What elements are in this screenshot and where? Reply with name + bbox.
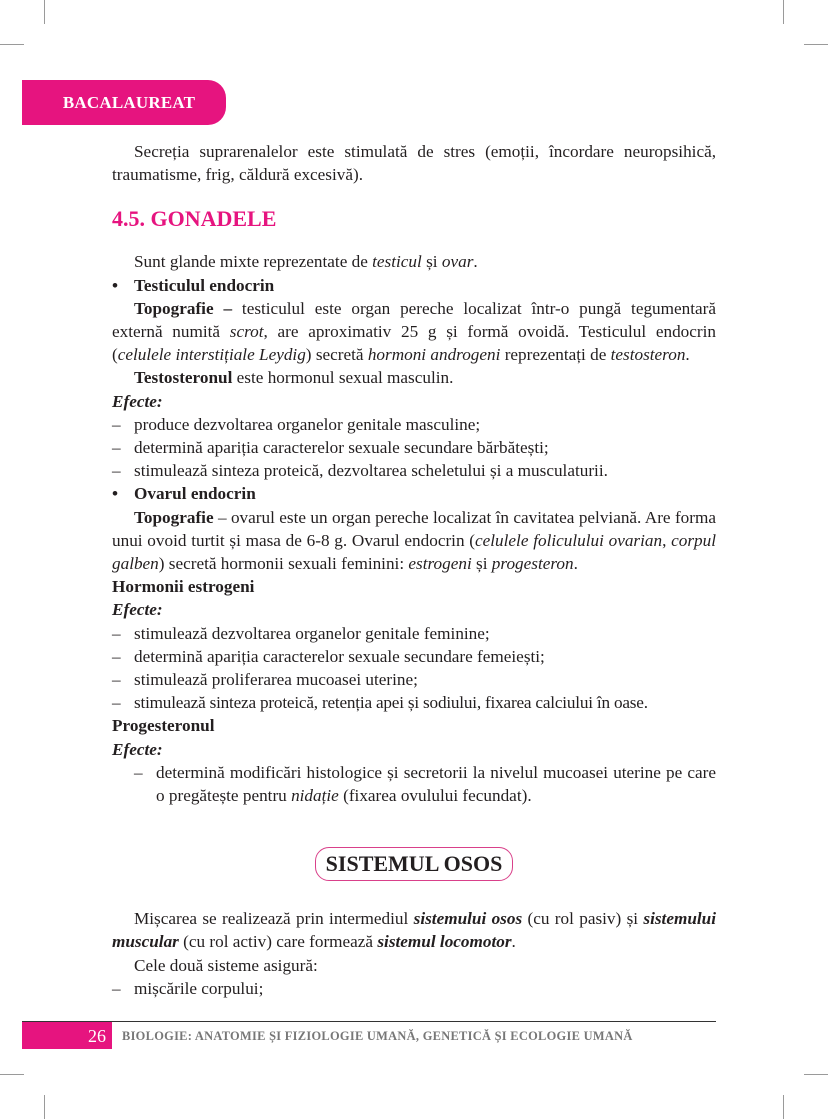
list-item: – determină apariția caracterelor sexuale secundare femeiești; xyxy=(112,646,545,666)
crop-mark xyxy=(783,1095,784,1119)
effects-label: Efecte: xyxy=(112,391,163,411)
list-item: – mișcările corpului; xyxy=(112,978,264,998)
crop-mark xyxy=(44,1095,45,1119)
crop-mark xyxy=(804,1074,828,1075)
effects-label: Efecte: xyxy=(112,739,163,759)
crop-mark xyxy=(783,0,784,24)
gonads-intro: Sunt glande mixte reprezentate de testicul și ovar. xyxy=(134,252,478,272)
crop-mark xyxy=(0,44,24,45)
estrogen-heading: Hormonii estrogeni xyxy=(112,577,255,597)
list-item: – stimulează proliferarea mucoasei uterine; xyxy=(112,670,418,690)
intro-paragraph: Secreția suprarenalelor este stimulată de stres (emoții, încordare neuropsihică, traumatisme, frig, căldură excesivă). xyxy=(112,142,716,185)
list-item: – stimulează sinteza proteică, dezvoltarea scheletului și a musculaturii. xyxy=(112,461,608,481)
testosterone-paragraph: Testosteronul este hormonul sexual masculin. xyxy=(134,368,454,388)
page-content xyxy=(112,140,716,1000)
testicle-heading: • Testiculul endocrin xyxy=(112,274,716,297)
effects-label: Efecte: xyxy=(112,600,163,620)
bullet-icon: • xyxy=(112,275,119,295)
bacalaureat-badge: BACALAUREAT xyxy=(22,80,226,125)
list-item: – stimulează dezvoltarea organelor genitale feminine; xyxy=(112,623,490,643)
crop-mark xyxy=(44,0,45,24)
crop-mark xyxy=(804,44,828,45)
section-title: 4.5. GONADELE xyxy=(112,206,277,232)
list-item: – produce dezvoltarea organelor genitale masculine; xyxy=(112,414,481,434)
crop-mark xyxy=(0,1074,24,1075)
systems-paragraph: Cele două sisteme asigură: xyxy=(134,955,318,975)
bone-system-title: SISTEMUL OSOS xyxy=(315,847,514,881)
locomotion-paragraph: Mișcarea se realizează prin intermediul sistemului osos (cu rol pasiv) și sistemului muscular (cu rol activ) care formează sistemul locomotor. xyxy=(112,909,716,952)
list-item: – stimulează sinteza proteică, retenția apei și sodiului, fixarea calciului în oase. xyxy=(112,693,648,713)
page-footer xyxy=(22,1021,716,1049)
list-item: – determină modificări histologice și secretorii la nivelul mucoasei uterine pe care o pregătește pentru nidație (fixarea ovulului fecundat). xyxy=(134,762,716,806)
ovary-heading: • Ovarul endocrin xyxy=(112,482,716,505)
progesterone-heading: Progesteronul xyxy=(112,716,215,736)
testicle-topography: Topografie – testiculul este organ pereche localizat într-o pungă tegumentară externă numită scrot, are aproximativ 25 g și formă ovoidă. Testiculul endocrin (celulele interstițiale Leydig) secretă hormoni androgeni reprezentați de testosteron. xyxy=(112,298,716,365)
bone-system-title-wrap xyxy=(112,847,716,881)
list-item: – determină apariția caracterelor sexuale secundare bărbătești; xyxy=(112,438,549,458)
book-title: BIOLOGIE: ANATOMIE ȘI FIZIOLOGIE UMANĂ, GENETICĂ ȘI ECOLOGIE UMANĂ xyxy=(122,1029,633,1043)
bullet-icon: • xyxy=(112,484,119,504)
ovary-topography: Topografie – ovarul este un organ pereche localizat în cavitatea pelviană. Are forma unui ovoid turtit și masa de 6-8 g. Ovarul endocrin (celulele foliculului ovarian, corpul galben) secretă hormonii sexuali feminini: estrogeni și progesteron. xyxy=(112,507,716,574)
page-number: 26 xyxy=(22,1022,112,1049)
